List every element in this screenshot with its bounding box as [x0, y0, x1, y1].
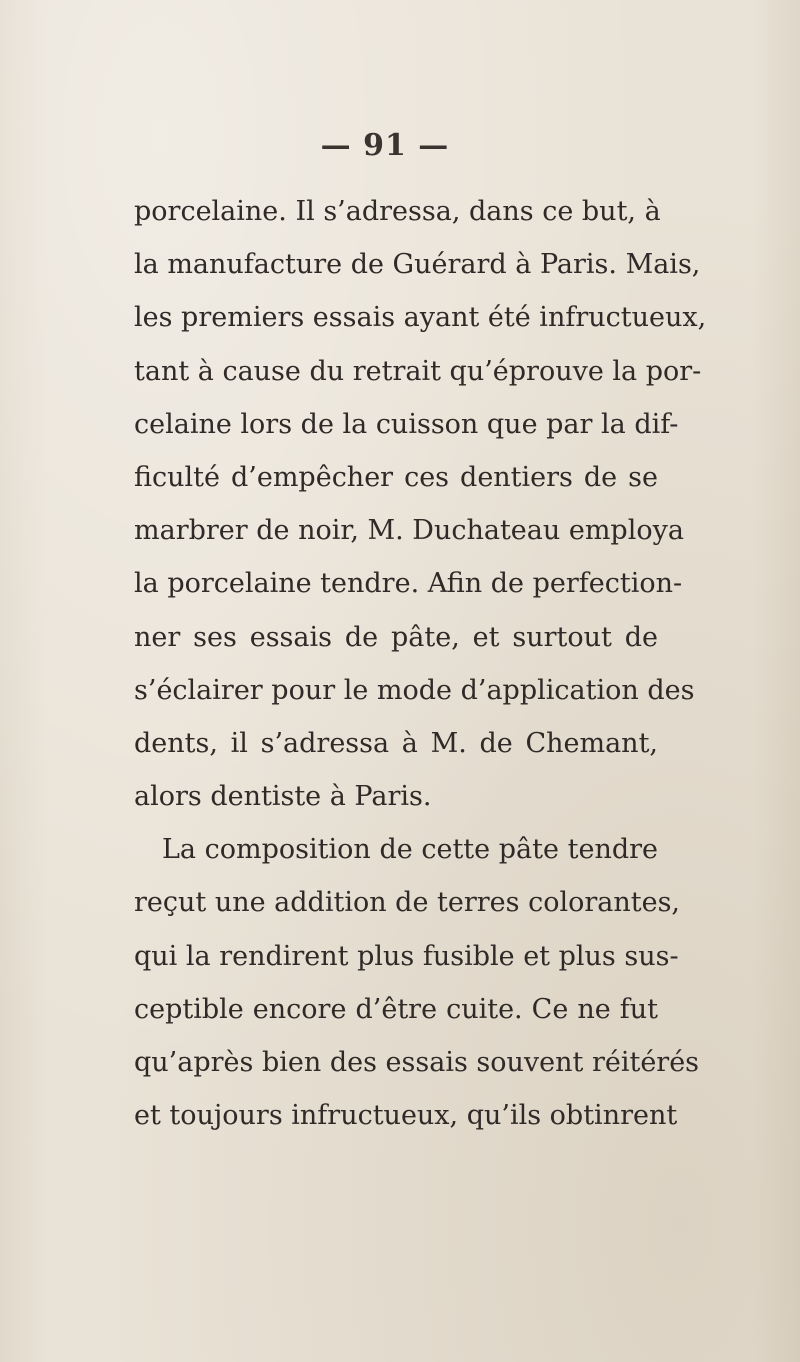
text-line: La composition de cette pâte tendre: [162, 834, 658, 866]
body-text: [134, 185, 707, 1142]
text-line: celaine lors de la cuisson que par la dif-: [134, 408, 679, 440]
text-line: dents, il s’adressa à M. de Chemant,: [134, 727, 658, 759]
text-line: la porcelaine tendre. Afin de perfection-: [134, 568, 683, 600]
text-line: tant à cause du retrait qu’éprouve la por-: [134, 355, 702, 387]
page-number: — 91 —: [320, 128, 450, 163]
text-line: et toujours infructueux, qu’ils obtinrent: [134, 1100, 678, 1132]
text-line: qui la rendirent plus fusible et plus sus-: [134, 940, 679, 972]
text-line: alors dentiste à Paris.: [134, 781, 432, 813]
text-line: reçut une addition de terres colorantes,: [134, 887, 681, 919]
text-line: ner ses essais de pâte, et surtout de: [134, 621, 658, 653]
text-line: porcelaine. Il s’adressa, dans ce but, à: [134, 196, 661, 227]
text-line: s’éclairer pour le mode d’application des: [134, 674, 695, 706]
text-line: ficulté d’empêcher ces dentiers de se: [134, 461, 658, 493]
paragraph-2: [134, 823, 700, 1142]
text-line: qu’après bien des essais souvent réitérés: [134, 1047, 700, 1078]
text-line: marbrer de noir, M. Duchateau employa: [134, 515, 684, 547]
text-line: la manufacture de Guérard à Paris. Mais,: [134, 249, 701, 281]
text-line: les premiers essais ayant été infructueux,: [134, 302, 707, 334]
text-line: ceptible encore d’être cuite. Ce ne fut: [134, 993, 658, 1025]
paragraph-1: [134, 185, 707, 823]
